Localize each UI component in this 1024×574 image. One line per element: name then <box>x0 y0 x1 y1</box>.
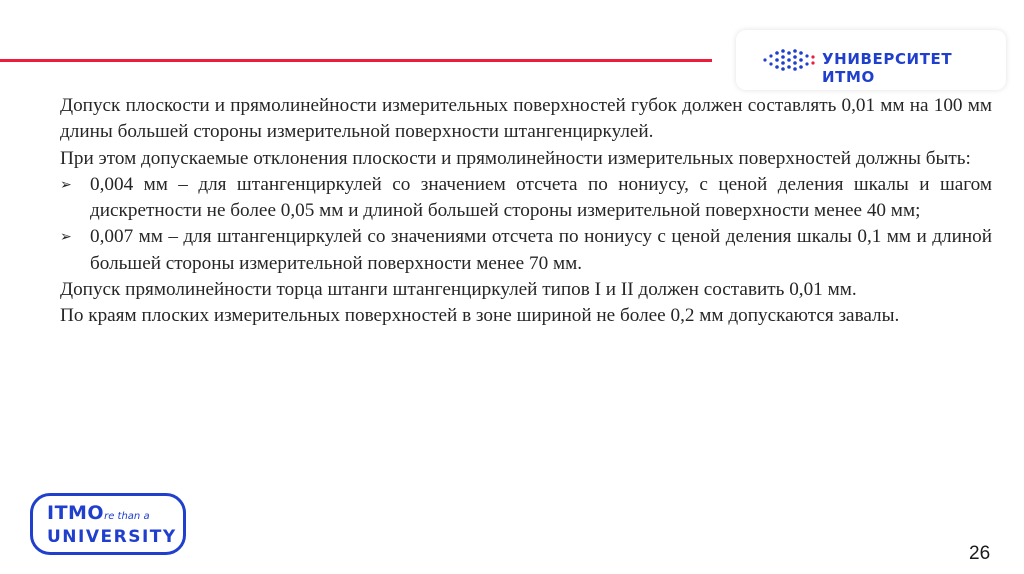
badge-top-line <box>47 502 150 524</box>
badge-itmo-text: ITMO <box>47 502 105 524</box>
page-number: 26 <box>969 543 991 564</box>
paragraph-flatness-tolerance: Допуск плоскости и прямолинейности измерительных поверхностей губок должен составлять 0,01 мм на 100 мм длины большей стороны измерительной поверхности штангенциркулей. <box>60 95 992 143</box>
bullet-text: 0,007 мм – для штангенциркулей со значениями отсчета по нониусу с ценой деления шкалы 0,1 мм и длиной большей стороны измерительной поверхности менее 70 мм. <box>90 226 992 274</box>
paragraph-end-straightness: Допуск прямолинейности торца штанги штангенциркулей типов I и II должен составить 0,01 мм. <box>60 279 857 301</box>
itmo-university-logo <box>736 30 1006 90</box>
arrow-bullet-icon: ➢ <box>60 176 72 193</box>
list-item <box>60 172 992 225</box>
header-accent-line <box>0 59 712 62</box>
badge-tagline-text: re than a <box>104 511 150 522</box>
itmo-more-than-a-university-badge <box>30 493 186 555</box>
bullet-text: 0,004 мм – для штангенциркулей со значением отсчета по нониусу, с ценой деления шкалы и шагом дискретности не более 0,05 мм и длиной большей стороны измерительной поверхности менее 40 мм; <box>90 173 992 222</box>
itmo-dots-logo-icon <box>762 48 818 72</box>
badge-university-text: UNIVERSITY <box>47 527 177 547</box>
list-item <box>60 224 992 277</box>
paragraph-edge-rounding: По краям плоских измерительных поверхностей в зоне шириной не более 0,2 мм допускаются завалы. <box>60 305 900 327</box>
paragraph-deviations-intro: При этом допускаемые отклонения плоскости и прямолинейности измерительных поверхностей должны быть: <box>60 147 971 169</box>
logo-text: УНИВЕРСИТЕТ ИТМО <box>822 50 953 86</box>
arrow-bullet-icon: ➢ <box>60 229 72 246</box>
slide-body <box>60 93 992 330</box>
